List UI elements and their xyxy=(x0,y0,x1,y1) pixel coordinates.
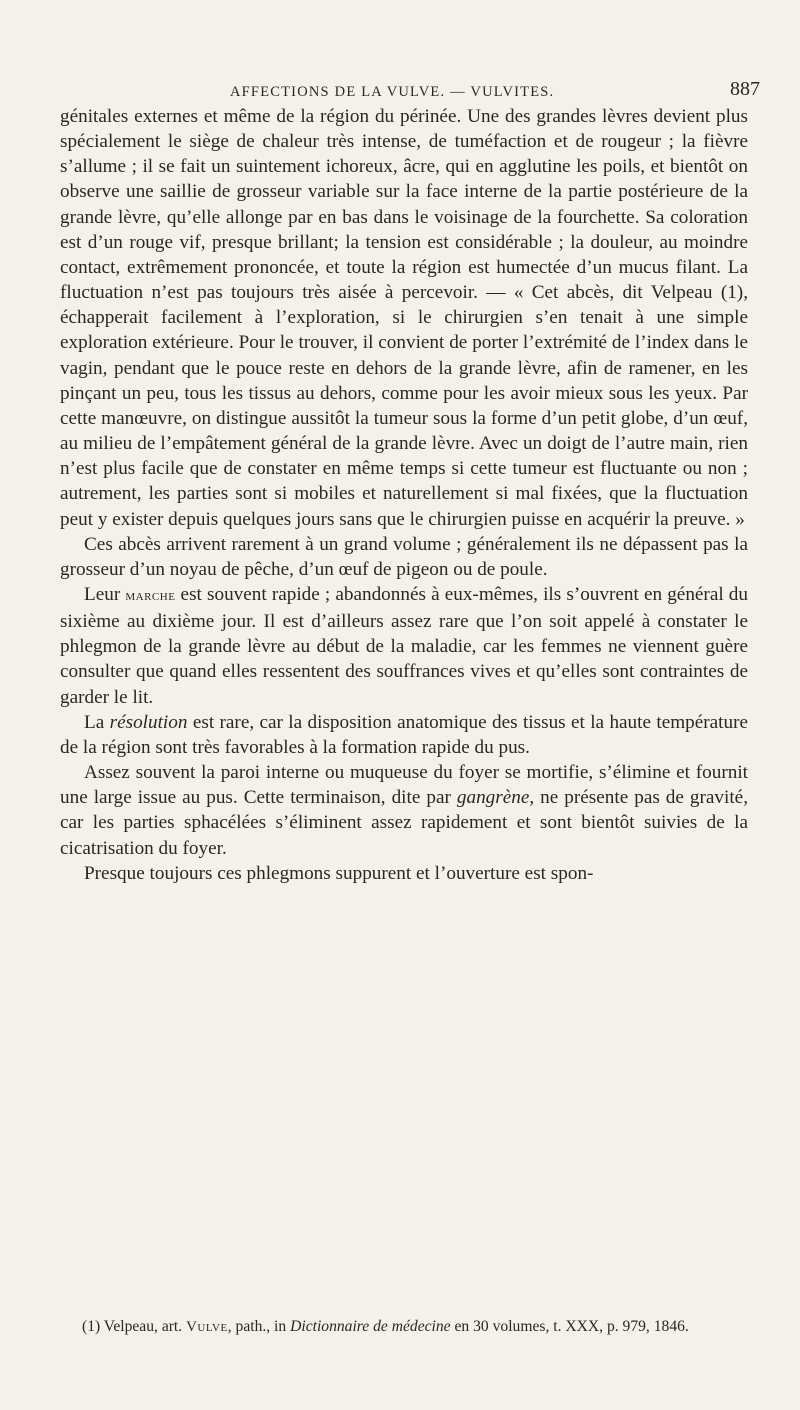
text-run: Ces abcès arrivent rarement à un grand volume ; généralement ils ne dépassent pas la grosseur d’un noyau de pêche, d’un œuf de pigeon ou de poule. xyxy=(60,533,748,580)
smallcaps-text: Vulve xyxy=(186,1319,228,1335)
text-run: est rare, car la disposition anatomique des tissus et la haute température de la région sont très favorables à la formation rapide du pus. xyxy=(60,711,748,758)
paragraph xyxy=(60,582,748,710)
paragraph xyxy=(60,710,748,760)
text-run: La xyxy=(84,711,110,733)
text-run: est souvent rapide ; abandonnés à eux-mêmes, ils s’ouvrent en général du sixième au dixième jour. Il est d’ailleurs assez rare que l’on soit appelé à constater le phlegmon de la grande lèvre au début de la maladie, car les femmes ne viennent guère consulter que quand elles ressentent des souffrances vives et qu’elles sont contraintes de garder le lit. xyxy=(60,583,748,708)
paragraph xyxy=(60,532,748,582)
text-run: (1) Velpeau, art. xyxy=(82,1318,187,1335)
paragraph xyxy=(60,760,748,861)
smallcaps-text: marche xyxy=(125,587,176,604)
text-run: Presque toujours ces phlegmons suppurent et l’ouverture est spon- xyxy=(84,862,594,884)
text-run: , ne présente pas de gravité, car les parties sphacélées s’éliminent assez rapidement et sont bientôt suivies de la cicatrisation du foyer. xyxy=(60,787,748,859)
footnote-area xyxy=(60,1317,748,1337)
text-run: Leur xyxy=(84,583,126,605)
running-header: AFFECTIONS DE LA VULVE. — VULVITES. xyxy=(230,84,555,100)
paragraph xyxy=(60,861,748,886)
paragraph xyxy=(60,104,748,532)
body-text xyxy=(60,104,748,886)
italic-text: gangrène xyxy=(456,787,530,809)
text-run: Assez souvent la paroi interne ou muqueuse du foyer se mortifie, s’élimine et fournit une large issue au pus. Cette terminaison, dite par xyxy=(60,762,748,809)
footnote xyxy=(60,1317,748,1337)
text-run: en 30 volumes, t. XXX, p. 979, 1846. xyxy=(450,1318,689,1335)
page-number: 887 xyxy=(730,78,760,100)
text-run: , path., in xyxy=(227,1318,291,1335)
text-run: génitales externes et même de la région du périnée. Une des grandes lèvres devient plus spécialement le siège de chaleur très intense, de tuméfaction et de rougeur ; la fièvre s’allume ; il se fait un suintement ichoreux, âcre, qui en agglutine les poils, et bientôt on observe une saillie de grosseur variable sur la face interne de la partie postérieure de la grande lèvre, qu’elle allonge par en bas dans le voisinage de la fourchette. Sa coloration est d’un rouge vif, presque brillant; la tension est considérable ; la douleur, au moindre contact, extrêmement prononcée, et toute la région est humectée d’un mucus filant. La fluctuation n’est pas toujours très aisée à percevoir. — « Cet abcès, dit Velpeau (1), échapperait facilement à l’exploration, si le chirurgien s’en tenait à une simple exploration extérieure. Pour le trouver, il convient de porter l’extrémité de l’index dans le vagin, pendant que le pouce reste en dehors de la grande lèvre, afin de ramener, en les pinçant un peu, tous les tissus au dehors, comme pour les avoir mieux sous les yeux. Par cette manœuvre, on distingue aussitôt la tumeur sous la forme d’un petit globe, d’un œuf, au milieu de l’empâtement général de la grande lèvre. Avec un doigt de l’autre main, rien n’est plus facile que de constater en même temps si cette tumeur est fluctuante ou non ; autrement, les parties sont si mobiles et naturellement si mal fixées, que la fluctuation peut y exister depuis quelques jours sans que le chirurgien puisse en acquérir la preuve. » xyxy=(60,106,748,530)
italic-text: résolution xyxy=(109,711,188,733)
italic-text: Dictionnaire de médecine xyxy=(290,1318,451,1335)
